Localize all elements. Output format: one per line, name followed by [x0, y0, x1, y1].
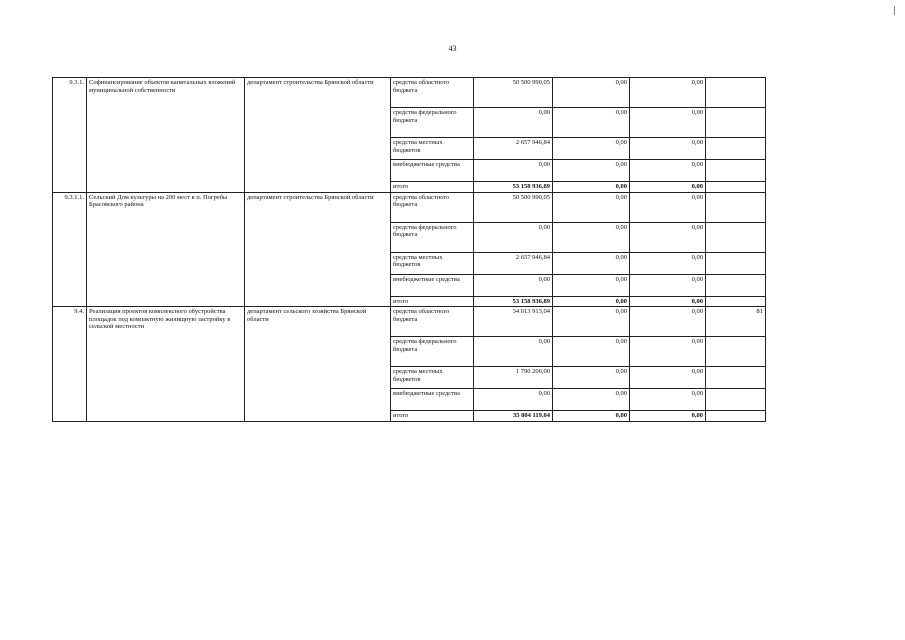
- amount-cell: 0,00: [553, 337, 630, 367]
- funding-source: средства областного бюджета: [391, 192, 474, 222]
- funding-source: средства федерального бюджета: [391, 337, 474, 367]
- amount-cell: 50 500 990,05: [474, 192, 553, 222]
- extra-cell: [706, 138, 766, 160]
- amount-cell: 0,00: [474, 108, 553, 138]
- extra-cell: [706, 160, 766, 182]
- amount-cell: 2 657 946,84: [474, 252, 553, 274]
- amount-cell: 0,00: [630, 296, 706, 307]
- funding-source: средства федерального бюджета: [391, 108, 474, 138]
- amount-cell: 0,00: [553, 274, 630, 296]
- amount-cell: 0,00: [630, 182, 706, 193]
- amount-cell: 0,00: [553, 160, 630, 182]
- amount-cell: 35 804 119,04: [474, 411, 553, 422]
- amount-cell: 50 500 990,05: [474, 78, 553, 108]
- amount-cell: 0,00: [630, 307, 706, 337]
- budget-table-body: [53, 78, 766, 422]
- row-executor: департамент сельского хозяйства Брянской области: [245, 307, 391, 422]
- funding-source: итого: [391, 182, 474, 193]
- funding-source: средства областного бюджета: [391, 307, 474, 337]
- amount-cell: 0,00: [630, 192, 706, 222]
- table-row: [53, 192, 766, 222]
- amount-cell: 0,00: [630, 78, 706, 108]
- extra-cell: [706, 182, 766, 193]
- amount-cell: 0,00: [553, 182, 630, 193]
- amount-cell: 0,00: [630, 337, 706, 367]
- extra-cell: [706, 337, 766, 367]
- amount-cell: 0,00: [630, 160, 706, 182]
- row-name: Сельский Дом культуры на 200 мест в п. Погребы Брасовского района: [87, 192, 245, 307]
- funding-source: итого: [391, 411, 474, 422]
- amount-cell: 0,00: [630, 138, 706, 160]
- amount-cell: 0,00: [553, 389, 630, 411]
- amount-cell: 34 013 913,04: [474, 307, 553, 337]
- extra-cell: [706, 108, 766, 138]
- amount-cell: 0,00: [553, 296, 630, 307]
- extra-cell: [706, 389, 766, 411]
- amount-cell: 0,00: [553, 108, 630, 138]
- funding-source: внебюджетные средства: [391, 389, 474, 411]
- extra-cell: [706, 78, 766, 108]
- funding-source: внебюджетные средства: [391, 274, 474, 296]
- funding-source: средства местных бюджетов: [391, 138, 474, 160]
- amount-cell: 0,00: [630, 222, 706, 252]
- amount-cell: 0,00: [630, 367, 706, 389]
- amount-cell: 0,00: [474, 274, 553, 296]
- row-name: Реализация проектов комплексного обустройства площадок под компактную жилищную застройку в сельской местности: [87, 307, 245, 422]
- amount-cell: 0,00: [553, 192, 630, 222]
- row-executor: департамент строительства Брянской области: [245, 78, 391, 193]
- amount-cell: 0,00: [474, 222, 553, 252]
- funding-source: средства федерального бюджета: [391, 222, 474, 252]
- row-name: Софинансирование объектов капитальных вложений муниципальной собственности: [87, 78, 245, 193]
- amount-cell: 0,00: [553, 222, 630, 252]
- amount-cell: 1 790 206,00: [474, 367, 553, 389]
- extra-cell: [706, 274, 766, 296]
- amount-cell: 0,00: [553, 252, 630, 274]
- amount-cell: 2 657 946,84: [474, 138, 553, 160]
- amount-cell: 0,00: [553, 138, 630, 160]
- funding-source: внебюджетные средства: [391, 160, 474, 182]
- extra-cell: [706, 192, 766, 222]
- amount-cell: 0,00: [630, 274, 706, 296]
- table-row: [53, 78, 766, 108]
- row-code: 9.3.1.: [53, 78, 87, 193]
- amount-cell: 0,00: [630, 389, 706, 411]
- amount-cell: 0,00: [553, 78, 630, 108]
- funding-source: средства местных бюджетов: [391, 367, 474, 389]
- extra-cell: [706, 222, 766, 252]
- amount-cell: 0,00: [630, 252, 706, 274]
- extra-cell: [706, 411, 766, 422]
- amount-cell: 53 158 936,89: [474, 182, 553, 193]
- funding-source: итого: [391, 296, 474, 307]
- amount-cell: 0,00: [630, 108, 706, 138]
- funding-source: средства местных бюджетов: [391, 252, 474, 274]
- amount-cell: 0,00: [474, 389, 553, 411]
- amount-cell: 0,00: [553, 367, 630, 389]
- extra-cell: [706, 252, 766, 274]
- page-number: 43: [448, 44, 457, 53]
- row-code: 9.3.1.1.: [53, 192, 87, 307]
- amount-cell: 0,00: [474, 160, 553, 182]
- scan-edge-mark: [894, 6, 895, 15]
- amount-cell: 53 158 936,89: [474, 296, 553, 307]
- budget-table: [52, 77, 766, 422]
- amount-cell: 0,00: [630, 411, 706, 422]
- funding-source: средства областного бюджета: [391, 78, 474, 108]
- amount-cell: 0,00: [553, 411, 630, 422]
- amount-cell: 0,00: [553, 307, 630, 337]
- amount-cell: 0,00: [474, 337, 553, 367]
- row-code: 9.4.: [53, 307, 87, 422]
- extra-cell: 81: [706, 307, 766, 337]
- table-row: [53, 307, 766, 337]
- extra-cell: [706, 296, 766, 307]
- extra-cell: [706, 367, 766, 389]
- row-executor: департамент строительства Брянской области: [245, 192, 391, 307]
